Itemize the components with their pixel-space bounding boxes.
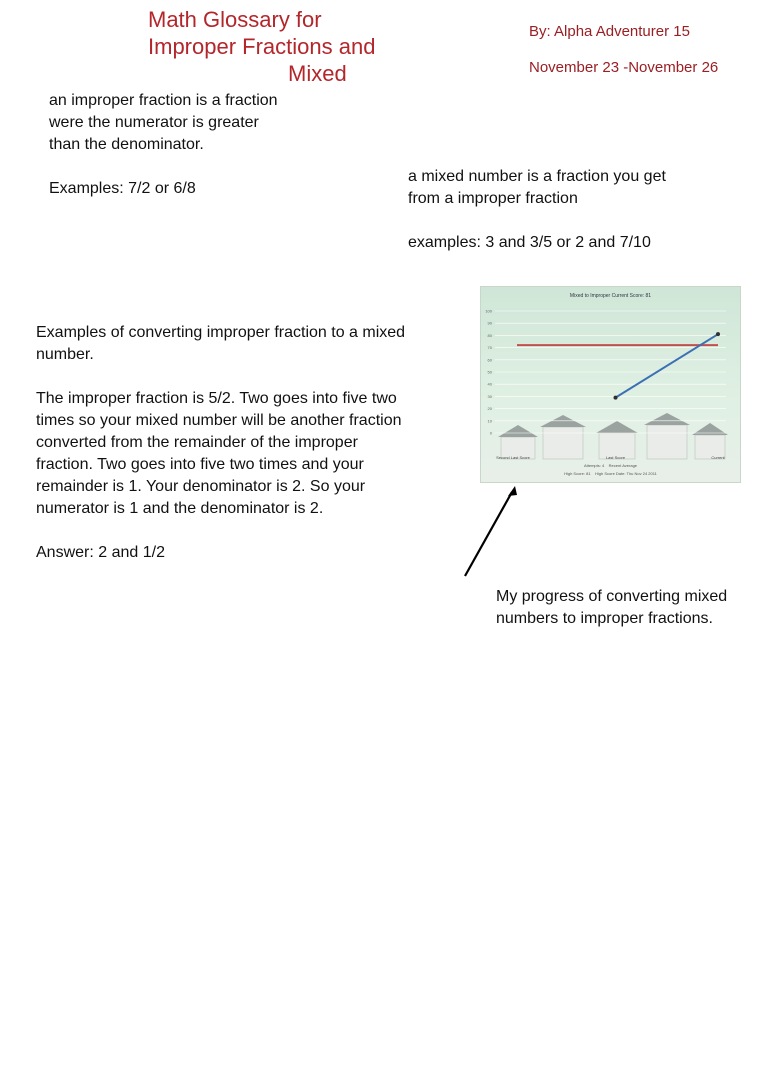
improper-examples: Examples: 7/2 or 6/8 xyxy=(49,180,196,197)
chart-y-tick-label: 50 xyxy=(487,369,492,375)
mixed-definition-text: a mixed number is a fraction you get from a improper fraction xyxy=(408,168,666,207)
title-line-3: Mixed xyxy=(288,61,347,86)
chart-y-tick-label: 100 xyxy=(485,308,492,314)
conversion-explanation: The improper fraction is 5/2. Two goes into five two times so your mixed number will be another fraction converted from the remainder of the improper fraction. Two goes into five two times and your remainder is 1. Your denominator is 2. So your numerator is 1 and the denominator is 2. xyxy=(36,390,402,517)
improper-definition-text: an improper fraction is a fraction were the numerator is greater than the denominator. xyxy=(49,92,278,153)
chart-y-tick-label: 40 xyxy=(487,381,492,387)
chart-legend-attempts: Attempts: 4 xyxy=(583,463,605,468)
chart-y-tick-label: 80 xyxy=(487,332,492,338)
chart-legend-average: Recent Average xyxy=(608,463,638,468)
chart-y-tick-label: 30 xyxy=(487,393,492,399)
scenery-house xyxy=(647,425,687,459)
chart-y-tick-label: 0 xyxy=(489,430,492,436)
improper-fraction-definition xyxy=(49,90,289,200)
chart-y-tick-label: 10 xyxy=(487,418,492,424)
chart-high-score: High Score: 81 xyxy=(564,471,591,476)
chart-series-line xyxy=(616,334,719,397)
chart-x-tick-label: Second Last Score xyxy=(496,455,530,460)
chart-point xyxy=(716,332,720,336)
author: By: Alpha Adventurer 15 xyxy=(529,23,690,40)
byline xyxy=(529,21,739,79)
progress-chart-plot xyxy=(481,287,740,482)
title-line-1: Math Glossary for xyxy=(148,7,322,32)
chart-point xyxy=(614,396,618,400)
chart-x-tick-label: Last Score xyxy=(605,455,626,460)
chart-footer xyxy=(481,471,740,476)
progress-chart xyxy=(480,286,741,483)
mixed-number-definition xyxy=(408,166,688,254)
scenery-roof xyxy=(596,421,638,433)
conversion-heading: Examples of converting improper fraction to a mixed number. xyxy=(36,324,406,363)
chart-legend xyxy=(481,463,740,468)
chart-x-tick-label: Current xyxy=(711,455,725,460)
conversion-answer: Answer: 2 and 1/2 xyxy=(36,544,165,561)
chart-y-tick-label: 60 xyxy=(487,357,492,363)
scenery-roof xyxy=(644,413,690,425)
chart-y-tick-label: 90 xyxy=(487,320,492,326)
chart-y-tick-label: 70 xyxy=(487,345,492,351)
title-line-2: Improper Fractions and xyxy=(148,34,376,59)
conversion-example xyxy=(36,322,416,586)
scenery-house xyxy=(543,427,583,459)
chart-y-tick-label: 20 xyxy=(487,406,492,412)
chart-high-score-date: High Score Date: Thu Nov 24 2011 xyxy=(595,471,657,476)
scenery-roof xyxy=(498,425,538,437)
mixed-examples: examples: 3 and 3/5 or 2 and 7/10 xyxy=(408,234,651,251)
page-title xyxy=(148,6,438,87)
chart-title: Mixed to Improper Current Score: 81 xyxy=(569,293,652,299)
date-range: November 23 -November 26 xyxy=(529,59,719,76)
progress-caption: My progress of converting mixed numbers to improper fractions. xyxy=(496,588,728,627)
arrow-icon xyxy=(455,480,525,580)
